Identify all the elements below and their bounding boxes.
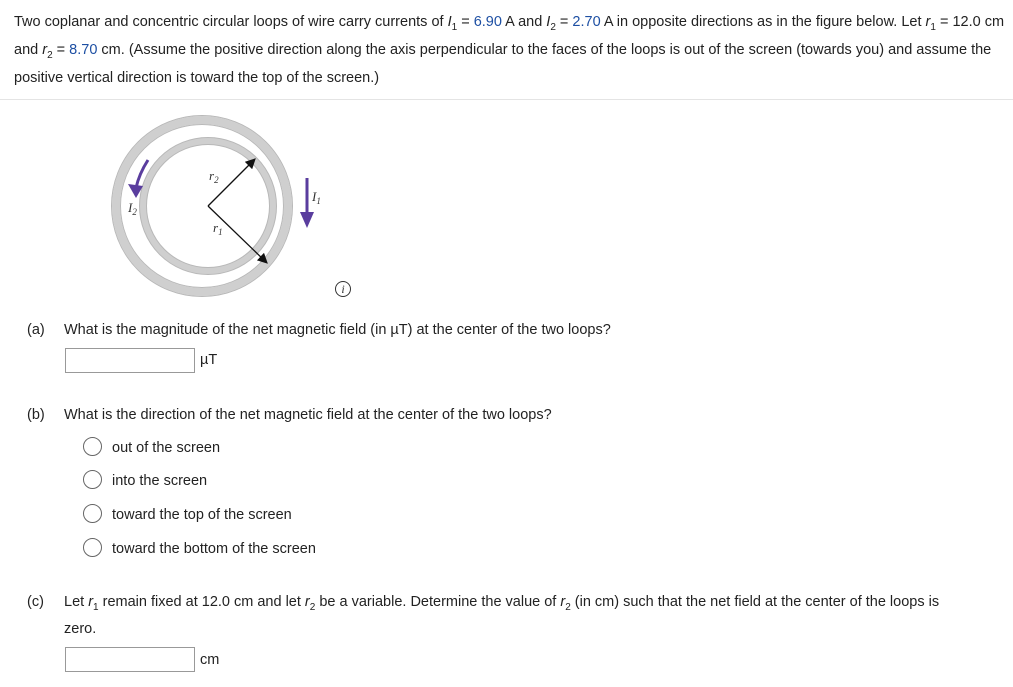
radio-into-screen[interactable] (83, 470, 102, 489)
part-c-text: (in cm) such that the net field at the center of the loops is (570, 594, 940, 610)
concentric-loops-figure (110, 108, 340, 308)
part-c-label: (c) (27, 594, 44, 610)
part-b-label: (b) (27, 407, 45, 423)
equals-sign: = (555, 14, 573, 30)
part-c-question (64, 594, 1009, 613)
intro-text: Two coplanar and concentric circular loops of wire carry currents of (14, 14, 448, 30)
i1-subscript: 1 (451, 22, 458, 33)
problem-statement (14, 9, 1006, 92)
i1-symbol: I (447, 14, 452, 30)
radio-out-of-screen[interactable] (83, 437, 102, 456)
intro-text: cm. (Assume the positive direction along the axis perpendicular to the faces of the loops is out of the screen (towards you) and assume the positive vertical direction is toward the top of the screen.) (14, 42, 992, 86)
option-into-screen: into the screen (112, 473, 208, 489)
r1-subscript: 1 (930, 22, 936, 33)
part-c-answer-input[interactable] (65, 647, 195, 672)
i2-symbol: I (546, 14, 551, 30)
intro-text: = 12.0 cm and (14, 14, 1005, 58)
option-toward-top: toward the top of the screen (112, 507, 292, 523)
part-c-text: remain fixed at 12.0 cm and let (98, 594, 305, 610)
r2-symbol: r (304, 594, 310, 610)
intro-text: A and (501, 14, 547, 30)
part-a-answer-input[interactable] (65, 348, 195, 373)
r2-symbol: r (42, 42, 48, 58)
r2-subscript: 2 (47, 50, 53, 61)
part-c-text: Let (64, 594, 89, 610)
option-toward-bottom: toward the bottom of the screen (112, 541, 316, 557)
part-a-question: What is the magnitude of the net magnetic field (in µT) at the center of the two loops? (64, 322, 611, 338)
info-icon[interactable]: i (335, 281, 351, 297)
r2-subscript: 2 (309, 602, 316, 613)
r1-label: $r_1$ (213, 220, 223, 237)
i1-value: 6.90 (473, 14, 502, 30)
i2-label: $I_2$ (128, 200, 137, 217)
part-a-label: (a) (27, 322, 45, 338)
part-b-question: What is the direction of the net magnetic field at the center of the two loops? (64, 407, 552, 423)
i1-label: $I_1$ (312, 189, 321, 206)
r2-value: 8.70 (69, 42, 98, 58)
r1-symbol: r (925, 14, 931, 30)
radio-toward-bottom[interactable] (83, 538, 102, 557)
r2-label: $r_2$ (209, 168, 219, 185)
part-c-question-end: zero. (64, 621, 97, 637)
i2-subscript: 2 (550, 22, 556, 33)
option-out-of-screen: out of the screen (112, 440, 221, 456)
equals-sign: = (457, 14, 474, 30)
radio-toward-top[interactable] (83, 504, 102, 523)
r2-symbol: r (560, 594, 566, 610)
equals-sign: = (52, 42, 70, 58)
r2-subscript: 2 (565, 602, 571, 613)
i2-value: 2.70 (572, 14, 601, 30)
part-c-unit: cm (200, 652, 220, 668)
part-c-text: be a variable. Determine the value of (315, 594, 561, 610)
intro-text: A in opposite directions as in the figure below. Let (600, 14, 926, 30)
divider (0, 99, 1013, 100)
r1-symbol: r (88, 594, 94, 610)
part-a-unit: µT (200, 352, 218, 368)
r1-subscript: 1 (93, 602, 99, 613)
